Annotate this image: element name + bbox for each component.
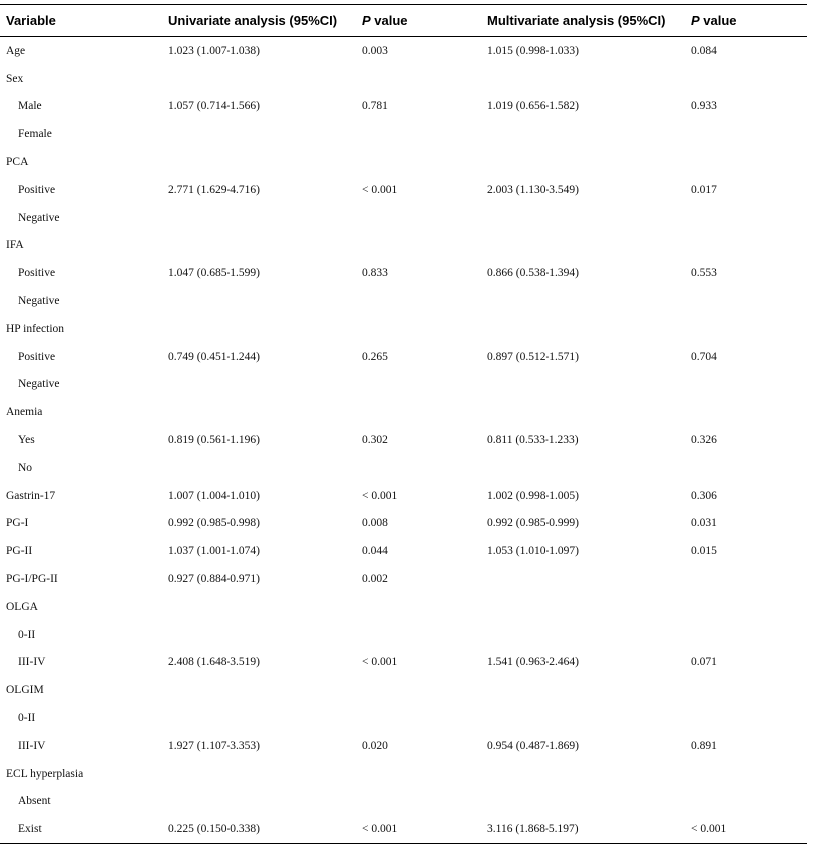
cell-multivariate-p <box>685 398 807 426</box>
cell-variable: Positive <box>18 350 56 363</box>
table-row <box>0 426 807 454</box>
cell-multivariate-or: 1.053 (1.010-1.097) <box>487 545 579 558</box>
cell-multivariate-or <box>481 371 685 399</box>
cell-univariate-or: 1.047 (0.685-1.599) <box>168 267 260 280</box>
cell-multivariate-p: 0.015 <box>691 545 717 558</box>
cell-multivariate-or: 0.866 (0.538-1.394) <box>487 267 579 280</box>
table-row <box>0 649 807 677</box>
cell-multivariate-p <box>685 287 807 315</box>
table-row <box>0 287 807 315</box>
cell-multivariate-or <box>481 120 685 148</box>
cell-multivariate-or: 3.116 (1.868-5.197) <box>487 823 579 836</box>
regression-table-container <box>0 4 807 844</box>
cell-univariate-p: 0.003 <box>362 44 388 57</box>
cell-univariate-p <box>356 371 481 399</box>
cell-univariate-p <box>356 760 481 788</box>
cell-multivariate-or: 0.811 (0.533-1.233) <box>487 434 579 447</box>
cell-multivariate-p: 0.704 <box>691 350 717 363</box>
cell-univariate-p: 0.833 <box>362 267 388 280</box>
cell-multivariate-p: 0.017 <box>691 183 717 196</box>
header-p-value-univariate <box>356 5 481 37</box>
cell-univariate-or <box>162 232 356 260</box>
cell-multivariate-or: 1.002 (0.998-1.005) <box>487 489 579 502</box>
table-row <box>0 93 807 121</box>
p-symbol: P <box>691 13 700 28</box>
table-row <box>0 565 807 593</box>
table-row <box>0 232 807 260</box>
cell-multivariate-or: 2.003 (1.130-3.549) <box>487 183 579 196</box>
table-row <box>0 537 807 565</box>
cell-multivariate-p <box>685 371 807 399</box>
cell-multivariate-or: 1.015 (0.998-1.033) <box>487 44 579 57</box>
cell-univariate-or: 1.007 (1.004-1.010) <box>168 489 260 502</box>
cell-variable: 0-II <box>18 628 36 641</box>
cell-univariate-or: 0.225 (0.150-0.338) <box>168 823 260 836</box>
cell-multivariate-p <box>685 232 807 260</box>
header-p-value-multivariate <box>685 5 807 37</box>
table-body <box>0 37 807 844</box>
cell-univariate-p: < 0.001 <box>362 656 398 669</box>
cell-variable: Anemia <box>6 406 43 419</box>
cell-multivariate-p: 0.553 <box>691 267 717 280</box>
table-row <box>0 315 807 343</box>
cell-multivariate-p: 0.933 <box>691 100 717 113</box>
cell-univariate-or <box>162 398 356 426</box>
cell-multivariate-or <box>481 148 685 176</box>
header-univariate: Univariate analysis (95%CI) <box>168 13 338 28</box>
cell-variable: Yes <box>18 434 35 447</box>
cell-univariate-p <box>356 704 481 732</box>
cell-multivariate-p <box>685 621 807 649</box>
cell-univariate-or <box>162 704 356 732</box>
table-row <box>0 398 807 426</box>
cell-univariate-or <box>162 593 356 621</box>
cell-univariate-p <box>356 204 481 232</box>
cell-univariate-or <box>162 621 356 649</box>
cell-univariate-p: 0.020 <box>362 739 388 752</box>
cell-variable: Female <box>18 128 52 141</box>
p-value-label: value <box>699 13 737 28</box>
cell-variable: 0-II <box>18 712 36 725</box>
cell-univariate-or: 0.992 (0.985-0.998) <box>168 517 260 530</box>
cell-univariate-or: 0.927 (0.884-0.971) <box>168 573 260 586</box>
cell-univariate-p: < 0.001 <box>362 183 398 196</box>
p-value-label: value <box>370 13 408 28</box>
cell-multivariate-or <box>481 65 685 93</box>
cell-multivariate-p: 0.326 <box>691 434 717 447</box>
cell-multivariate-p: 0.084 <box>691 44 717 57</box>
cell-multivariate-p <box>685 65 807 93</box>
regression-table <box>0 4 807 844</box>
cell-variable: Negative <box>18 378 60 391</box>
cell-multivariate-or <box>481 315 685 343</box>
cell-variable: Positive <box>18 267 56 280</box>
cell-multivariate-p <box>685 760 807 788</box>
cell-univariate-or <box>162 371 356 399</box>
table-row <box>0 148 807 176</box>
cell-univariate-or: 2.408 (1.648-3.519) <box>168 656 260 669</box>
cell-multivariate-or <box>481 204 685 232</box>
cell-univariate-p <box>356 287 481 315</box>
cell-univariate-or <box>162 454 356 482</box>
table-row <box>0 593 807 621</box>
cell-variable: Negative <box>18 211 60 224</box>
table-row <box>0 65 807 93</box>
cell-multivariate-p: < 0.001 <box>691 823 727 836</box>
table-row <box>0 482 807 510</box>
cell-univariate-p <box>356 398 481 426</box>
cell-variable: PG-I <box>6 517 29 530</box>
header-variable: Variable <box>6 13 56 28</box>
table-row <box>0 621 807 649</box>
cell-multivariate-p <box>685 454 807 482</box>
cell-univariate-p <box>356 120 481 148</box>
cell-univariate-p <box>356 454 481 482</box>
cell-multivariate-or <box>481 760 685 788</box>
cell-multivariate-p: 0.031 <box>691 517 717 530</box>
cell-multivariate-or <box>481 593 685 621</box>
cell-variable: Exist <box>18 823 42 836</box>
cell-univariate-or <box>162 287 356 315</box>
table-row <box>0 510 807 538</box>
cell-multivariate-p <box>685 565 807 593</box>
cell-multivariate-p: 0.071 <box>691 656 717 669</box>
cell-multivariate-p <box>685 676 807 704</box>
cell-univariate-or <box>162 65 356 93</box>
header-multivariate: Multivariate analysis (95%CI) <box>487 13 666 28</box>
table-row <box>0 454 807 482</box>
cell-variable: Negative <box>18 295 60 308</box>
cell-univariate-p <box>356 148 481 176</box>
table-row <box>0 732 807 760</box>
table-row <box>0 371 807 399</box>
cell-univariate-p <box>356 788 481 816</box>
cell-variable: ECL hyperplasia <box>6 767 84 780</box>
table-row <box>0 760 807 788</box>
table-row <box>0 788 807 816</box>
cell-variable: No <box>18 461 33 474</box>
cell-multivariate-p <box>685 704 807 732</box>
table-row <box>0 815 807 843</box>
cell-univariate-or <box>162 676 356 704</box>
cell-multivariate-or <box>481 676 685 704</box>
cell-univariate-or: 1.057 (0.714-1.566) <box>168 100 260 113</box>
cell-univariate-p <box>356 593 481 621</box>
table-row <box>0 259 807 287</box>
cell-multivariate-or <box>481 788 685 816</box>
cell-univariate-or: 0.819 (0.561-1.196) <box>168 434 260 447</box>
cell-multivariate-p: 0.306 <box>691 489 717 502</box>
cell-univariate-p <box>356 621 481 649</box>
cell-variable: Positive <box>18 183 56 196</box>
p-symbol: P <box>362 13 371 28</box>
cell-univariate-p: < 0.001 <box>362 489 398 502</box>
table-row <box>0 120 807 148</box>
cell-univariate-or <box>162 148 356 176</box>
cell-multivariate-or <box>481 287 685 315</box>
cell-univariate-p: 0.008 <box>362 517 388 530</box>
cell-multivariate-or <box>481 232 685 260</box>
cell-multivariate-or <box>481 565 685 593</box>
cell-variable: PG-II <box>6 545 33 558</box>
cell-variable: III-IV <box>18 739 46 752</box>
cell-univariate-p <box>356 232 481 260</box>
cell-multivariate-or: 1.019 (0.656-1.582) <box>487 100 579 113</box>
cell-univariate-or <box>162 204 356 232</box>
cell-univariate-or <box>162 760 356 788</box>
cell-univariate-p <box>356 65 481 93</box>
cell-univariate-or <box>162 788 356 816</box>
table-row <box>0 176 807 204</box>
cell-variable: HP infection <box>6 322 65 335</box>
cell-univariate-or: 0.749 (0.451-1.244) <box>168 350 260 363</box>
cell-multivariate-p <box>685 788 807 816</box>
table-header <box>0 5 807 37</box>
cell-univariate-p: 0.002 <box>362 573 388 586</box>
cell-univariate-p <box>356 315 481 343</box>
cell-multivariate-or: 0.954 (0.487-1.869) <box>487 739 579 752</box>
cell-univariate-p: < 0.001 <box>362 823 398 836</box>
cell-multivariate-or: 0.992 (0.985-0.999) <box>487 517 579 530</box>
cell-multivariate-or <box>481 621 685 649</box>
cell-multivariate-p <box>685 148 807 176</box>
cell-multivariate-p <box>685 315 807 343</box>
cell-variable: OLGIM <box>6 684 44 697</box>
cell-variable: PCA <box>6 156 29 169</box>
table-row <box>0 343 807 371</box>
cell-univariate-p: 0.781 <box>362 100 388 113</box>
cell-multivariate-or <box>481 704 685 732</box>
cell-univariate-or: 2.771 (1.629-4.716) <box>168 183 260 196</box>
cell-multivariate-or <box>481 398 685 426</box>
cell-multivariate-p: 0.891 <box>691 739 717 752</box>
cell-multivariate-or <box>481 454 685 482</box>
cell-variable: Age <box>6 44 26 57</box>
cell-multivariate-or: 0.897 (0.512-1.571) <box>487 350 579 363</box>
cell-variable: Gastrin-17 <box>6 489 56 502</box>
cell-univariate-p: 0.302 <box>362 434 388 447</box>
cell-variable: Absent <box>18 795 51 808</box>
cell-variable: PG-I/PG-II <box>6 573 58 586</box>
cell-univariate-or: 1.037 (1.001-1.074) <box>168 545 260 558</box>
cell-variable: Sex <box>6 72 24 85</box>
cell-multivariate-p <box>685 593 807 621</box>
table-row <box>0 204 807 232</box>
cell-univariate-or <box>162 120 356 148</box>
cell-variable: III-IV <box>18 656 46 669</box>
header-row <box>0 5 807 37</box>
table-row <box>0 704 807 732</box>
table-row <box>0 676 807 704</box>
cell-univariate-or: 1.927 (1.107-3.353) <box>168 739 260 752</box>
cell-univariate-p <box>356 676 481 704</box>
cell-univariate-or <box>162 315 356 343</box>
cell-univariate-p: 0.044 <box>362 545 388 558</box>
cell-variable: OLGA <box>6 600 38 613</box>
cell-multivariate-p <box>685 120 807 148</box>
cell-multivariate-p <box>685 204 807 232</box>
cell-univariate-or: 1.023 (1.007-1.038) <box>168 44 260 57</box>
table-row <box>0 37 807 65</box>
cell-variable: IFA <box>6 239 24 252</box>
cell-multivariate-or: 1.541 (0.963-2.464) <box>487 656 579 669</box>
cell-variable: Male <box>18 100 42 113</box>
cell-univariate-p: 0.265 <box>362 350 388 363</box>
